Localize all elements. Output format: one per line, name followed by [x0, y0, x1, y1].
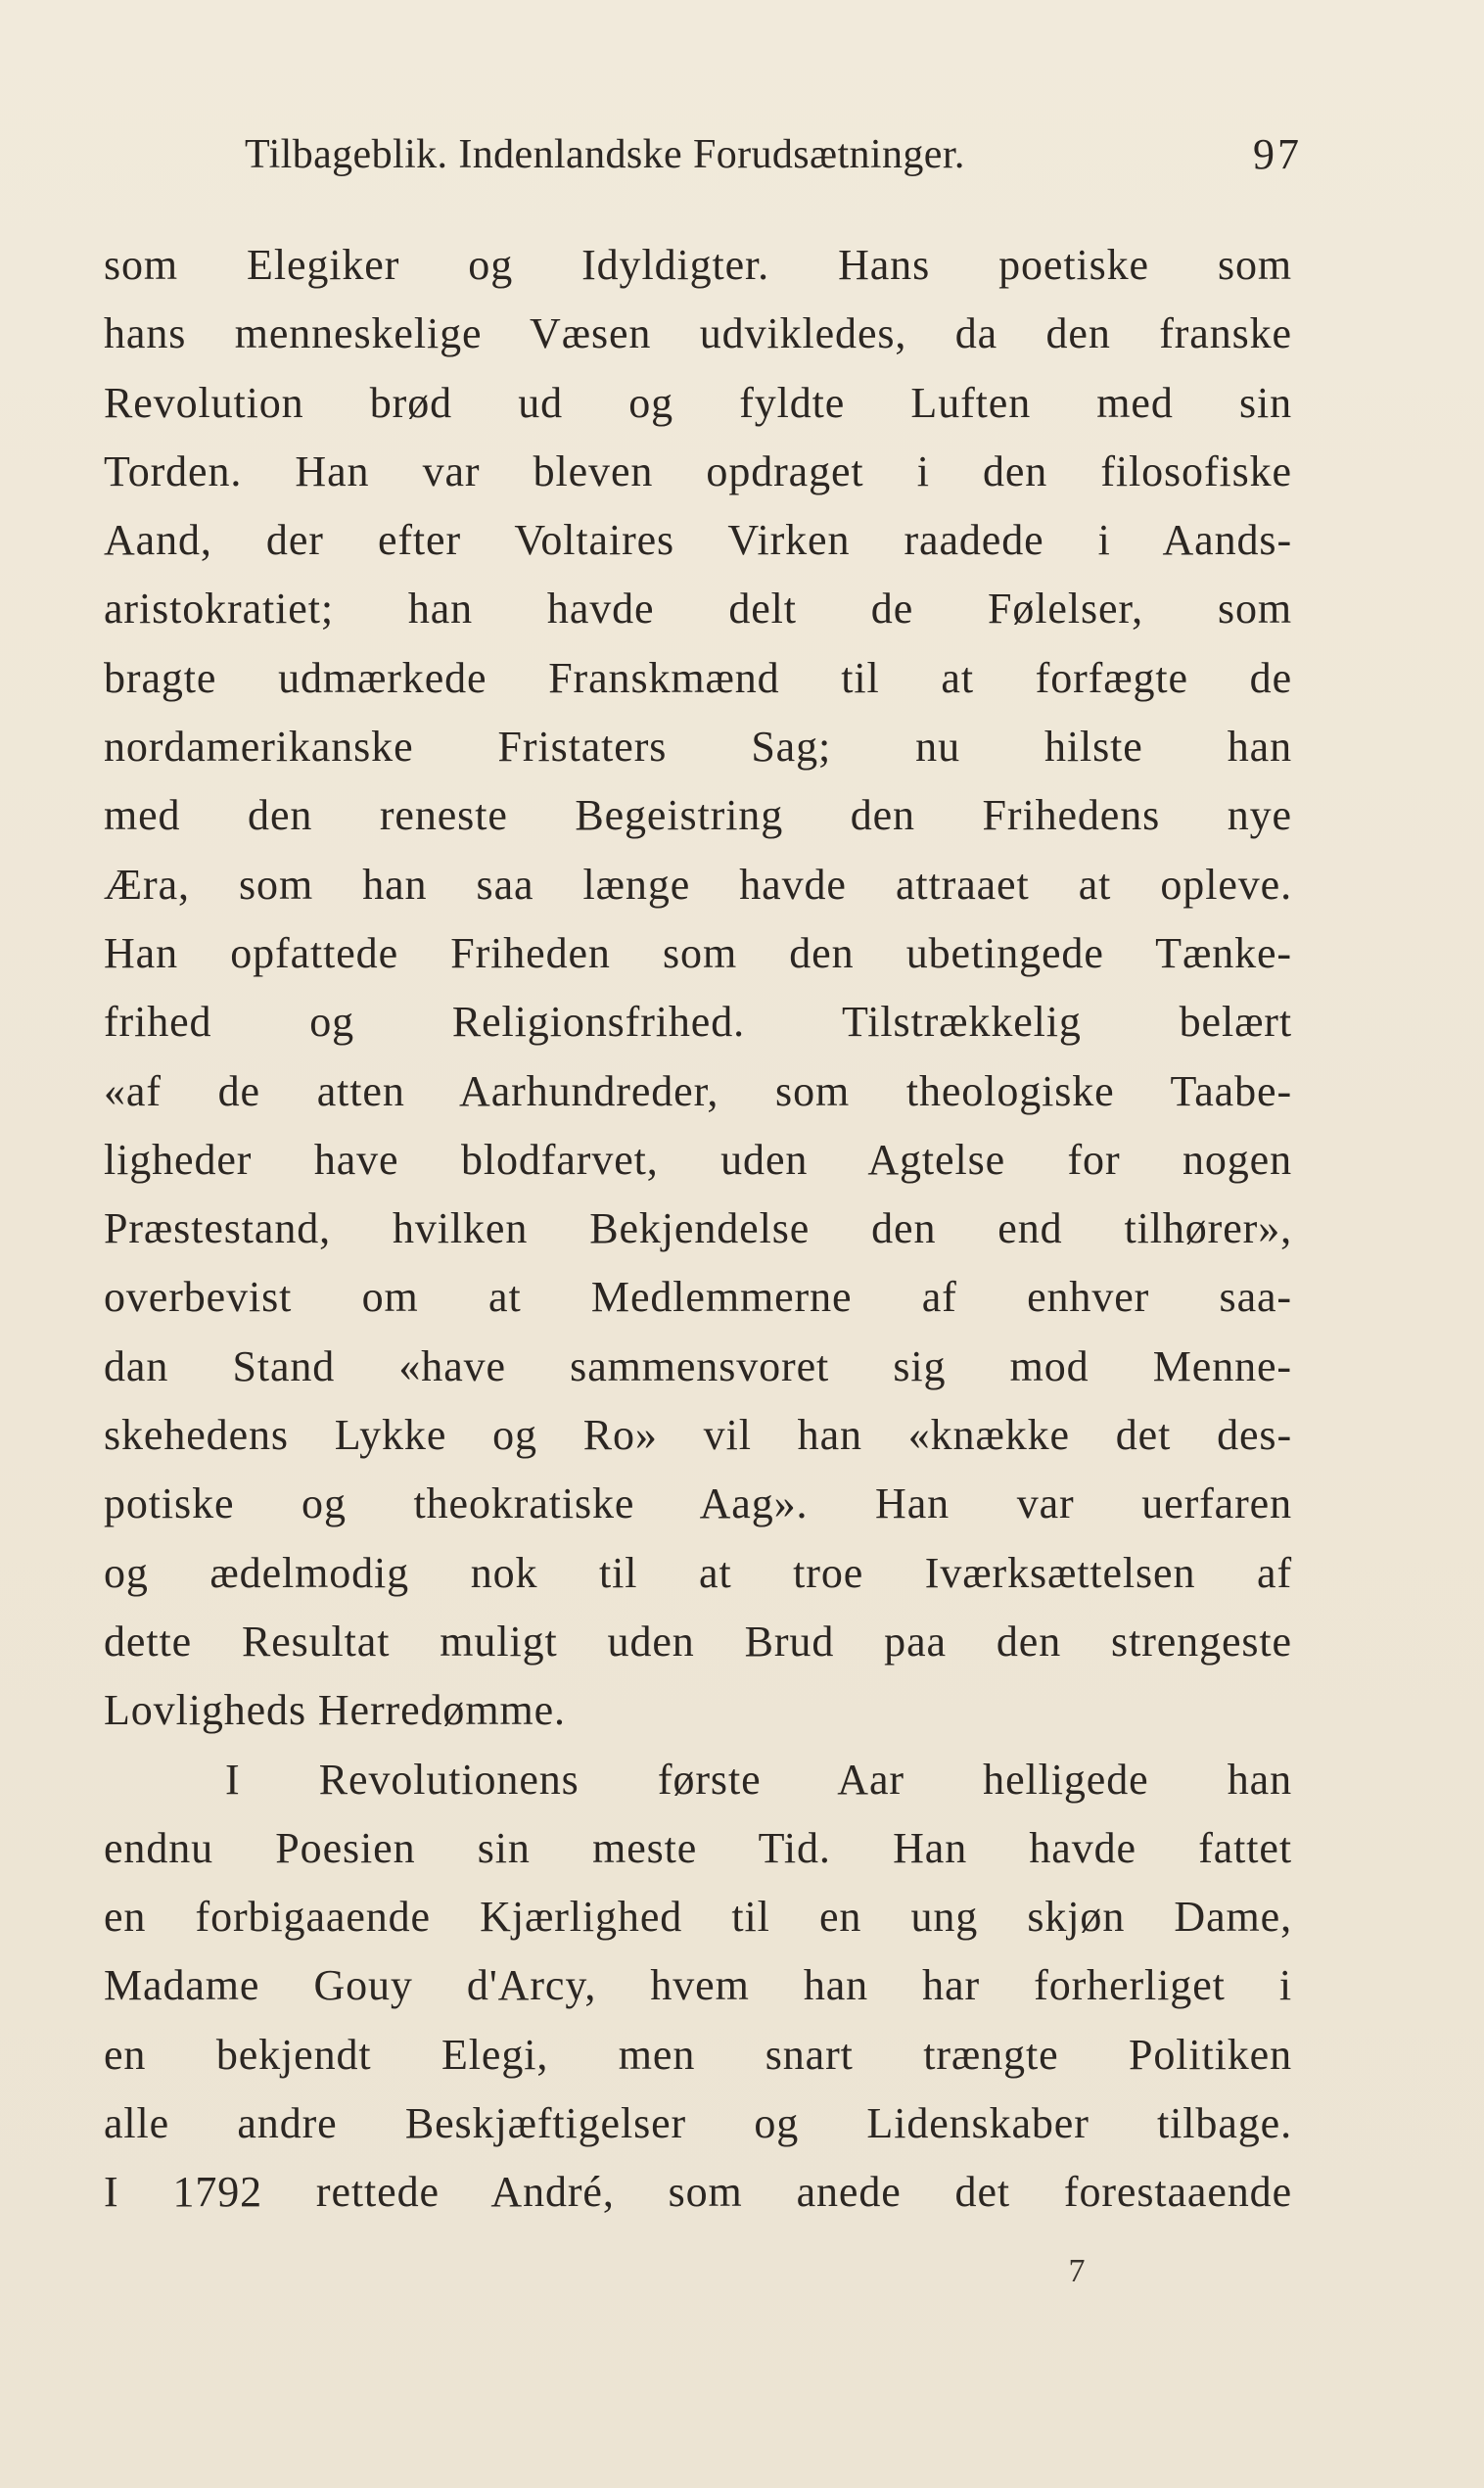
text-line: Madame Gouy d'Arcy, hvem han har forherliget i — [104, 1961, 1292, 2010]
signature-mark: 7 — [1068, 2253, 1086, 2289]
text-line: «af de atten Aarhundreder, som theologiske Taabe- — [104, 1066, 1292, 1115]
text-line: Torden. Han var bleven opdraget i den filosofiske — [104, 446, 1292, 495]
page-header-title: Tilbageblik. Indenlandske Forudsætninger. — [245, 132, 965, 177]
text-line: som Elegiker og Idyldigter. Hans poetiske som — [104, 241, 1292, 289]
text-line: bragte udmærkede Franskmænd til at forfægte de — [104, 653, 1292, 702]
paragraph-first-line: I Revolutionens første Aar helligede han — [225, 1755, 1292, 1804]
text-line: nordamerikanske Fristaters Sag; nu hilste han — [104, 723, 1292, 772]
paragraph-end-line: Lovligheds Herredømme. — [104, 1686, 566, 1735]
text-line: overbevist om at Medlemmerne af enhver saa- — [104, 1273, 1292, 1322]
text-line: potiske og theokratiske Aag». Han var uerfaren — [104, 1479, 1292, 1528]
text-line: endnu Poesien sin meste Tid. Han havde fattet — [104, 1823, 1292, 1872]
text-line: dette Resultat muligt uden Brud paa den strengeste — [104, 1617, 1292, 1666]
text-line: Han opfattede Friheden som den ubetingede Tænke- — [104, 928, 1292, 977]
body-text — [104, 231, 1292, 2228]
text-line: og ædelmodig nok til at troe Iværksættelsen af — [104, 1548, 1292, 1597]
running-head — [245, 127, 1302, 182]
text-line: med den reneste Begeistring den Frihedens nye — [104, 791, 1292, 840]
text-line: en forbigaaende Kjærlighed til en ung skjøn Dame, — [104, 1893, 1292, 1942]
text-line: Aand, der efter Voltaires Virken raadede i Aands- — [104, 516, 1292, 565]
text-line: en bekjendt Elegi, men snart trængte Politiken — [104, 2030, 1292, 2079]
text-line: dan Stand «have sammensvoret sig mod Menne- — [104, 1341, 1292, 1390]
text-line: hans menneskelige Væsen udvikledes, da den franske — [104, 309, 1292, 358]
text-line: Revolution brød ud og fyldte Luften med sin — [104, 378, 1292, 427]
text-line: I 1792 rettede André, som anede det forestaaende — [104, 2168, 1292, 2217]
text-line: Præstestand, hvilken Bekjendelse den end tilhører», — [104, 1204, 1292, 1253]
text-line: aristokratiet; han havde delt de Følelser, som — [104, 585, 1292, 634]
text-line: Æra, som han saa længe havde attraaet at opleve. — [104, 860, 1292, 909]
text-line: ligheder have blodfarvet, uden Agtelse for nogen — [104, 1135, 1292, 1184]
page-number: 97 — [1253, 130, 1302, 178]
text-line: alle andre Beskjæftigelser og Lidenskaber tilbage. — [104, 2099, 1292, 2148]
text-line: skehedens Lykke og Ro» vil han «knække det des- — [104, 1411, 1292, 1460]
text-line: frihed og Religionsfrihed. Tilstrækkelig belært — [104, 998, 1292, 1047]
